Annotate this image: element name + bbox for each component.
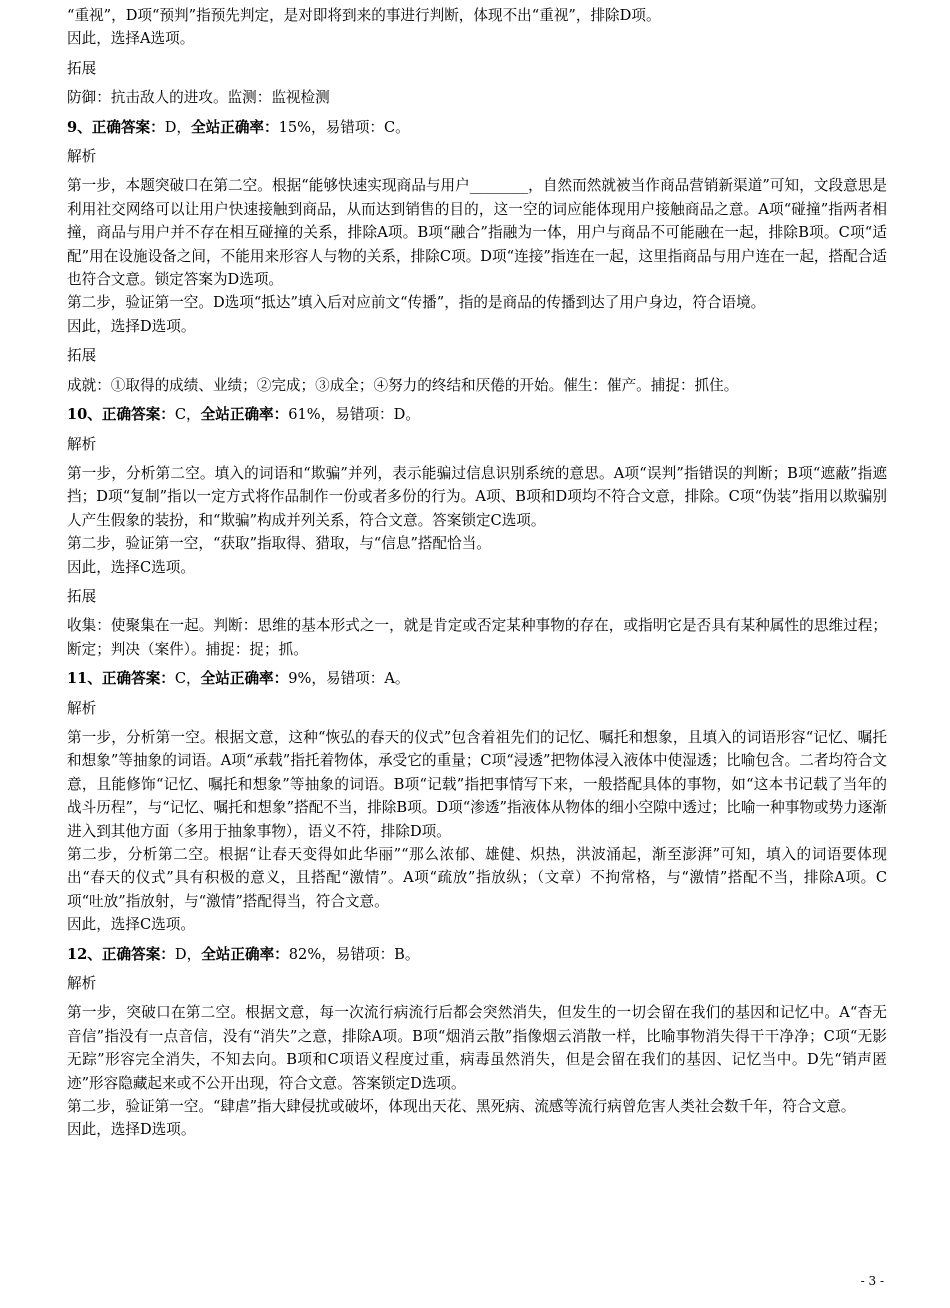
- rate-value: 9%，易错项：A。: [288, 670, 410, 688]
- answer-label: 正确答案：: [91, 118, 165, 136]
- analysis-paragraph: 第二步，验证第一空。D选项“抵达”填入后对应前文“传播”，指的是商品的传播到达了用户身边，符合语境。: [67, 294, 766, 312]
- analysis-paragraph: 因此，选择C选项。: [67, 558, 195, 576]
- rate-value: 61%，易错项：D。: [288, 406, 420, 424]
- answer-line-q11: [67, 667, 887, 690]
- question-number: 9、: [67, 118, 92, 136]
- analysis-label: 解析: [67, 699, 97, 717]
- analysis-paragraph: 第二步，验证第一空。“肆虐”指大肆侵扰或破坏，体现出天花、黑死病、流感等流行病曾危害人类社会数千年，符合文意。: [67, 1098, 856, 1116]
- analysis-label: 解析: [67, 435, 97, 453]
- analysis-paragraph: 第二步，验证第一空，“获取”指取得、猎取，与“信息”搭配恰当。: [67, 535, 491, 553]
- expand-label: 拓展: [67, 59, 97, 77]
- rate-value: 82%，易错项：B。: [288, 945, 420, 963]
- expand-text: 收集：使聚集在一起。判断：思维的基本形式之一，就是肯定或否定某种事物的存在，或指明它是否具有某种属性的思维过程；断定；判决（案件）。捕捉：捉；抓。: [67, 617, 887, 658]
- page-number: - 3 -: [860, 1274, 884, 1288]
- answer-line-q10: [67, 403, 887, 426]
- analysis-paragraph: 第一步，分析第二空。填入的词语和“欺骗”并列，表示能骗过信息识别系统的意思。A项“误判”指错误的判断；B项“遮蔽”指遮挡；D项“复制”指以一定方式将作品制作一份或者多份的行为。A项、B项和D项均不符合文意，排除。C项“伪装”指用以欺骗别人产生假象的装扮，和“欺骗”构成并列关系，符合文意。答案锁定C选项。: [67, 464, 887, 529]
- rate-value: 15%，易错项：C。: [278, 118, 410, 136]
- expand-label: 拓展: [67, 347, 97, 365]
- expand-text: 防御：抗击敌人的进攻。监测：监视检测: [67, 89, 330, 107]
- analysis-paragraph: 第一步，突破口在第二空。根据文意，每一次流行病流行后都会突然消失，但发生的一切会留在我们的基因和记忆中。A“杳无音信”指没有一点音信，没有“消失”之意，排除A项。B项“烟消云散”指像烟云消散一样，比喻事物消失得干干净净；C项“无影无踪”形容完全消失，不知去向。B项和C项语义程度过重，病毒虽然消失，但是会留在我们的基因、记忆当中。D先“销声匿迹”形容隐藏起来或不公开出现，符合文意。答案锁定D选项。: [67, 1004, 887, 1092]
- text-line: “重视”，D项“预判”指预先判定，是对即将到来的事进行判断，体现不出“重视”，排除D项。: [67, 7, 661, 24]
- question-number: 12、: [67, 945, 102, 963]
- answer-value: D，: [174, 945, 202, 963]
- analysis-paragraph: 第一步，本题突破口在第二空。根据“能够快速实现商品与用户________，自然而然就被当作商品营销新渠道”可知，文段意思是利用社交网络可以让用户快速接触到商品，从而达到销售的目的，这一空的词应能体现用户接触商品之意。A项“碰撞”指两者相撞，商品与用户并不存在相互碰撞的关系，排除A项。B项“融合”指融为一体，用户与商品不可能融在一起，排除B项。C项“适配”用在设施设备之间，不能用来形容人与物的关系，排除C项。D项“连接”指连在一起，这里指商品与用户连在一起，搭配合适也符合文意。锁定答案为D选项。: [67, 177, 887, 289]
- answer-value: D，: [164, 118, 192, 136]
- analysis-label: 解析: [67, 148, 97, 166]
- analysis-paragraph: 因此，选择D选项。: [67, 1121, 196, 1139]
- answer-label: 正确答案：: [101, 670, 175, 688]
- answer-value: C，: [174, 406, 201, 424]
- rate-label: 全站正确率：: [201, 945, 289, 963]
- text-line: 因此，选择A选项。: [67, 30, 195, 48]
- question-number: 11、: [67, 670, 102, 688]
- answer-label: 正确答案：: [101, 945, 175, 963]
- answer-line-q9: [67, 116, 887, 139]
- analysis-paragraph: 第一步，分析第一空。根据文意，这种“恢弘的春天的仪式”包含着祖先们的记忆、嘱托和想象，且填入的词语形容“记忆、嘱托和想象”等抽象的词语。A项“承载”指托着物体，承受它的重量；C项“浸透”把物体浸入液体中使湿透；比喻包含。二者均符合文意，且能修饰“记忆、嘱托和想象”等抽象的词语。B项“记载”指把事情写下来，一般搭配具体的事物，如“这本书记载了当年的战斗历程”，与“记忆、嘱托和想象”搭配不当，排除B项。D项“渗透”指液体从物体的细小空隙中透过；比喻一种事物或势力逐渐进入到其他方面（多用于抽象事物），语义不符，排除D项。: [67, 728, 887, 840]
- analysis-label: 解析: [67, 975, 97, 993]
- document-page: [67, 4, 887, 1142]
- rate-label: 全站正确率：: [200, 406, 289, 424]
- answer-line-q12: [67, 943, 887, 966]
- answer-value: C，: [174, 670, 201, 688]
- analysis-paragraph: 因此，选择C选项。: [67, 916, 195, 934]
- expand-label: 拓展: [67, 587, 97, 605]
- analysis-paragraph: 第二步，分析第二空。根据“让春天变得如此华丽”“那么浓郁、雄健、炽热，洪波涌起，渐至澎湃”可知，填入的词语要体现出“春天的仪式”具有积极的意义，且搭配“激情”。A项“疏放”指放纵；（文章）不拘常格，与“激情”搭配不当，排除A项。C项“吐放”指放射，与“激情”搭配得当，符合文意。: [67, 846, 887, 910]
- rate-label: 全站正确率：: [200, 670, 289, 688]
- analysis-paragraph: 因此，选择D选项。: [67, 317, 196, 335]
- rate-label: 全站正确率：: [191, 118, 279, 136]
- expand-text: 成就：①取得的成绩、业绩；②完成；③成全；④努力的终结和厌倦的开始。催生：催产。捕捉：抓住。: [67, 376, 739, 394]
- question-number: 10、: [67, 406, 102, 424]
- answer-label: 正确答案：: [101, 406, 175, 424]
